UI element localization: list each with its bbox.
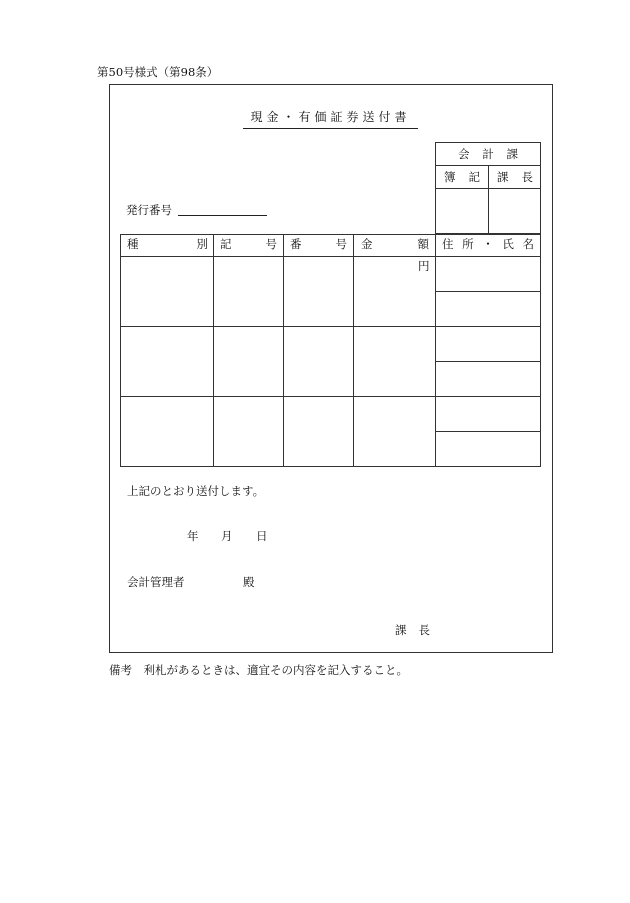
char: 長 [418,623,430,637]
table-subrow-line [436,361,540,362]
char: 住 [442,237,454,251]
statement-text: 上記のとおり送付します。 [127,484,265,498]
char: 記 [220,237,232,251]
signer-title [395,625,430,637]
char: 名 [522,237,534,251]
table-row-line [121,396,540,397]
bookkeeping-label [444,172,480,184]
table-row-line [121,326,540,327]
char: 簿 [444,170,456,184]
char: 番 [290,237,302,251]
char: 課 [497,170,509,184]
accounting-section-label [458,149,518,161]
table-column-line [435,235,436,466]
char: 額 [417,237,429,251]
char: 別 [196,237,208,251]
remarks-note: 備考 利札があるときは、適宜その内容を記入すること。 [109,663,408,677]
char: 長 [521,170,533,184]
char: 金 [361,237,373,251]
date-month-label: 月 [221,529,233,543]
honorific: 殿 [243,575,255,589]
header-kind [127,239,208,251]
date-year-label: 年 [187,529,199,543]
char: 記 [468,170,480,184]
form-code: 第50号様式（第98条） [97,65,219,79]
header-address-name [442,239,534,251]
securities-table [120,234,541,467]
char: 会 [458,147,470,161]
accounting-divider [488,166,489,233]
chief-label [497,172,533,184]
table-header-line [121,256,540,257]
table-column-line [283,235,284,466]
header-amount [361,239,429,251]
table-subrow-line [436,431,540,432]
yen-unit: 円 [418,259,430,273]
char: 課 [395,623,407,637]
issue-number-field[interactable] [178,215,267,216]
char: ・ [482,237,494,251]
char: 号 [335,237,347,251]
char: 課 [506,147,518,161]
char: 氏 [502,237,514,251]
date-day-label: 日 [256,529,268,543]
char: 種 [127,237,139,251]
issue-number-label: 発行番号 [126,203,172,217]
char: 所 [462,237,474,251]
header-number [290,239,347,251]
char: 号 [265,237,277,251]
header-symbol [220,239,277,251]
table-column-line [353,235,354,466]
addressee-label: 会計管理者 [127,575,185,589]
form-title: 現金・有価証券送付書 [243,108,418,129]
char: 計 [482,147,494,161]
table-subrow-line [436,291,540,292]
table-column-line [213,235,214,466]
